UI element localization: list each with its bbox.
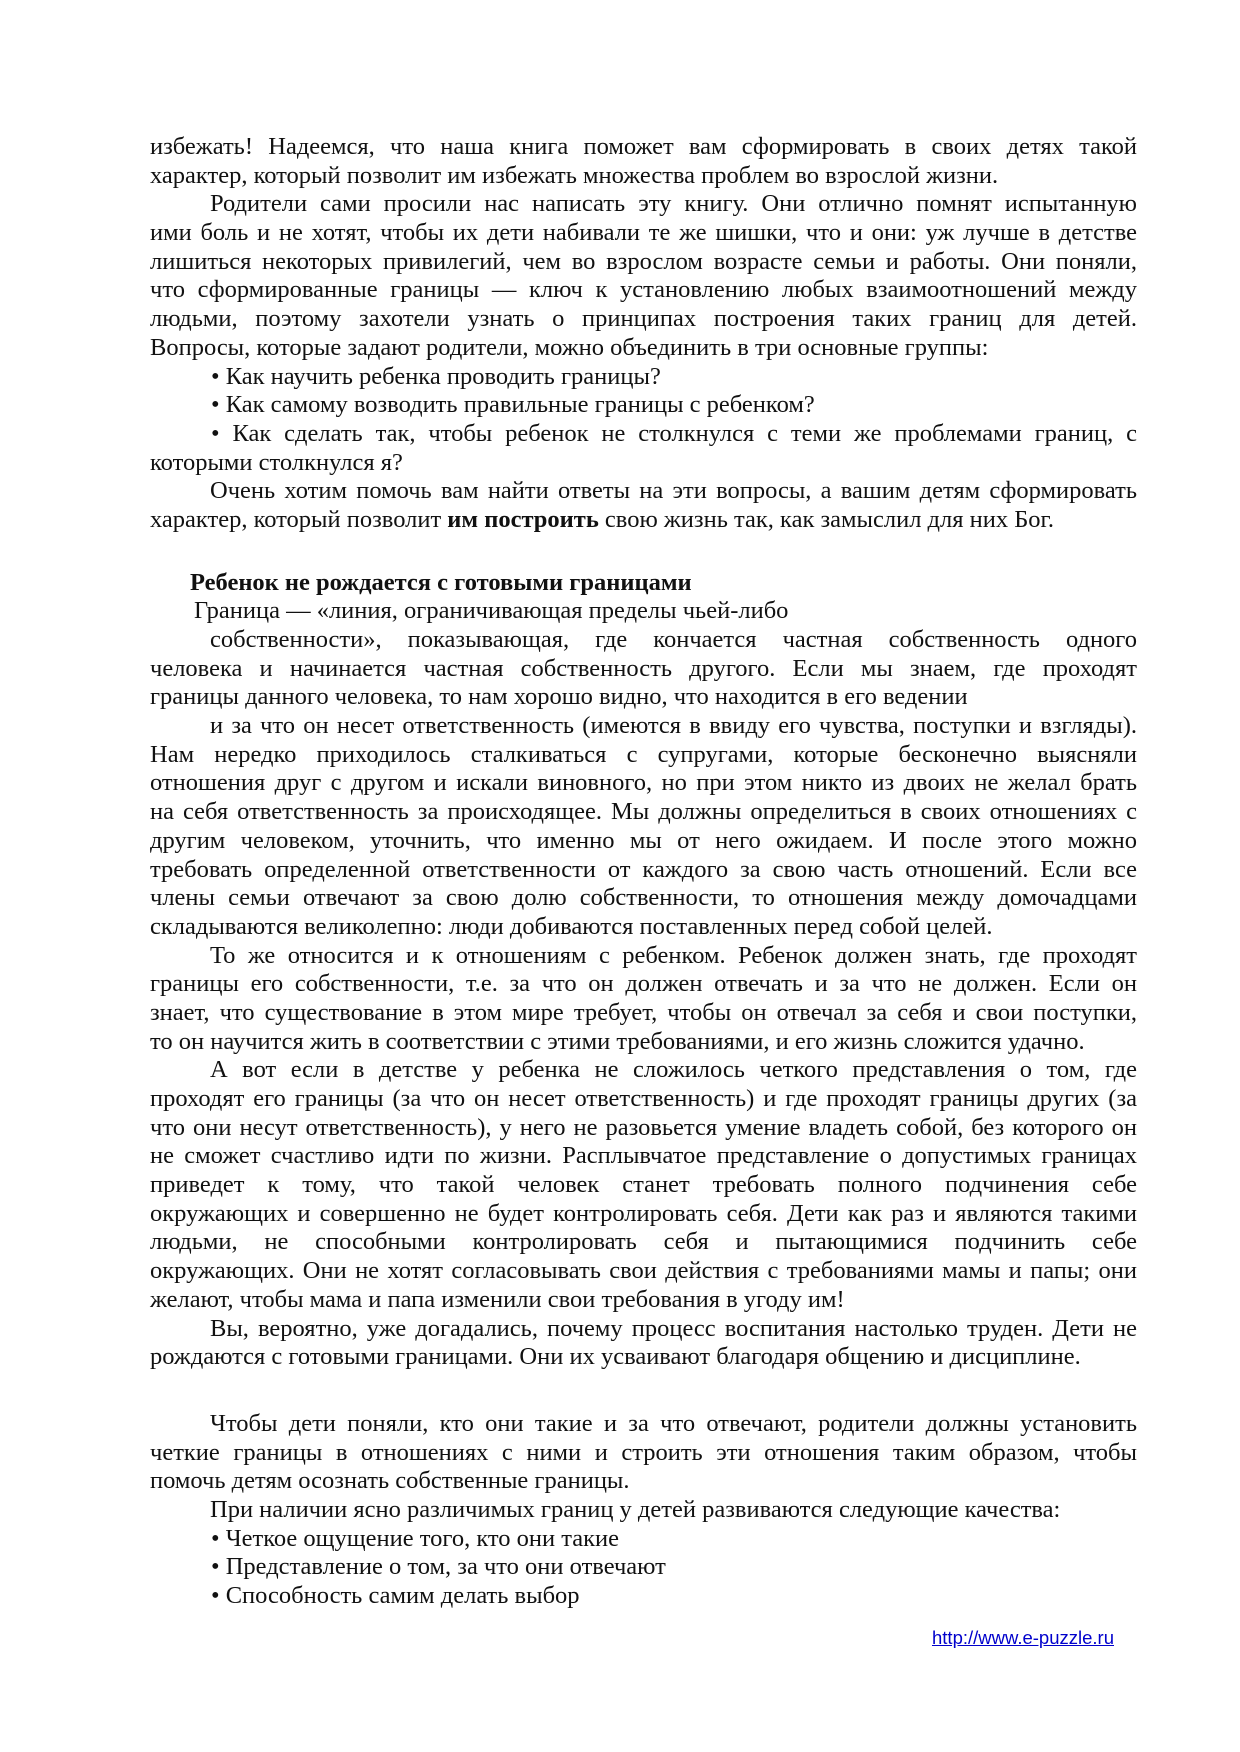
paragraph-line: лишиться некоторых привилегий, чем во взрослом возрасте семьи и работы. Они поняли, (150, 247, 1137, 275)
paragraph-line: Очень хотим помочь вам найти ответы на эти вопросы, а вашим детям сформировать (210, 477, 1137, 505)
paragraph-line: складываются великолепно: люди добиваются поставленных перед собой целей. (150, 912, 993, 940)
paragraph-line: ими боль и не хотят, чтобы их дети набивали те же шишки, что и они: уж лучше в детстве (150, 219, 1137, 247)
paragraph-line: на себя ответственность за происходящее. Мы должны определиться в своих отношениях с (150, 798, 1137, 826)
spacer (150, 1372, 1137, 1410)
paragraph-line: Родители сами просили нас написать эту книгу. Они отлично помнят испытанную (210, 190, 1137, 218)
paragraph-line: Нам нередко приходилось сталкиваться с супругами, которые бесконечно выясняли (150, 740, 1137, 768)
paragraph-line: знает, что существование в этом мире требует, чтобы он отвечал за себя и свои поступки, (150, 998, 1137, 1026)
paragraph-line: Вопросы, которые задают родители, можно объединить в три основные группы: (150, 333, 989, 361)
paragraph-line: границы данного человека, то нам хорошо видно, что находится в его ведении (150, 683, 968, 711)
paragraph-line (150, 506, 1137, 535)
list-item-quality: • Представление о том, за что они отвечают (211, 1553, 666, 1581)
paragraph-line: члены семьи отвечают за свою долю собственности, то отношения между домочадцами (150, 884, 1137, 912)
list-item-question: • Как самому возводить правильные границы с ребенком? (211, 391, 815, 419)
paragraph-line: окружающих. Они не хотят согласовывать свои действия с требованиями мамы и папы; они (150, 1257, 1137, 1285)
paragraph-line: приведет к тому, что такой человек станет требовать полного подчинения себе (150, 1171, 1137, 1199)
section-heading: Ребенок не рождается с готовыми границами (190, 568, 692, 596)
paragraph-line: окружающих и совершенно не будет контролировать себя. Дети как раз и являются такими (150, 1199, 1137, 1227)
list-item-quality: • Четкое ощущение того, кто они такие (211, 1524, 620, 1552)
paragraph-line: собственности», показывающая, где кончается частная собственность одного (210, 626, 1137, 653)
paragraph-line: границы его собственности, т.е. за что он должен отвечать и за что не должен. Если он (150, 970, 1137, 998)
bold-emphasis: им построить (447, 505, 599, 533)
footer-website-link[interactable]: http://www.e-puzzle.ru (932, 1627, 1114, 1648)
paragraph-line: людьми, не способными контролировать себя и пытающимися подчинить себе (150, 1228, 1137, 1256)
paragraph-line: Граница — «линия, ограничивающая пределы чьей-либо (194, 597, 789, 625)
paragraph-line: четкие границы в отношениях с ними и строить эти отношения таким образом, чтобы (150, 1438, 1137, 1466)
paragraph-line: людьми, поэтому захотели узнать о принципах построения таких границ для детей. (150, 305, 1137, 333)
list-item-question: • Как научить ребенка проводить границы? (211, 362, 661, 390)
paragraph-line: не сможет счастливо идти по жизни. Расплывчатое представление о допустимых границах (150, 1142, 1137, 1170)
paragraph-line: отношения друг с другом и искали виновного, но при этом никто из двоих не желал брать (150, 769, 1137, 797)
paragraph-line: то он научится жить в соответствии с этими требованиями, и его жизнь сложится удачно. (150, 1027, 1085, 1055)
paragraph-line: характер, который позволит им избежать множества проблем во взрослой жизни. (150, 161, 999, 189)
paragraph-line: желают, чтобы мама и папа изменили свои требования в угоду им! (150, 1285, 845, 1313)
paragraph-line: А вот если в детстве у ребенка не сложилось четкого представления о том, где (210, 1056, 1137, 1084)
paragraph-line: другим человеком, уточнить, что именно мы от него ожидаем. И после этого можно (150, 826, 1137, 854)
text-span: характер, который позволит (150, 505, 448, 533)
list-item-question-continuation: которыми столкнулся я? (150, 448, 403, 476)
text-span: свою жизнь так, как замыслил для них Бог. (598, 505, 1054, 533)
paragraph-line: требовать определенной ответственности от каждого за свою часть отношений. Если все (150, 855, 1137, 883)
paragraph-line: Вы, вероятно, уже догадались, почему процесс воспитания настолько труден. Дети не (210, 1314, 1137, 1342)
paragraph-line: что они несут ответственность), у него не разовьется умение владеть собой, без которого он (150, 1113, 1137, 1141)
text-column (150, 133, 1137, 1611)
paragraph-line: избежать! Надеемся, что наша книга поможет вам сформировать в своих детях такой (150, 133, 1137, 160)
spacer (150, 535, 1137, 569)
paragraph-line: человека и начинается частная собственность другого. Если мы знаем, где проходят (150, 654, 1137, 682)
paragraph-line: Чтобы дети поняли, кто они такие и за что отвечают, родители должны установить (210, 1409, 1137, 1437)
list-item-question: • Как сделать так, чтобы ребенок не столкнулся с теми же проблемами границ, с (211, 419, 1137, 447)
paragraph-line: помочь детям осознать собственные границы. (150, 1467, 630, 1495)
paragraph-line: То же относится и к отношениям с ребенком. Ребенок должен знать, где проходят (210, 941, 1137, 969)
paragraph-line: рождаются с готовыми границами. Они их усваивают благодаря общению и дисциплине. (150, 1343, 1081, 1371)
paragraph-line: и за что он несет ответственность (имеются в ввиду его чувства, поступки и взгляды). (210, 712, 1137, 740)
paragraph-line: проходят его границы (за что он несет ответственность) и где проходят границы других (за (150, 1085, 1137, 1112)
paragraph-line: При наличии ясно различимых границ у детей развиваются следующие качества: (210, 1495, 1061, 1523)
paragraph-line: что сформированные границы — ключ к установлению любых взаимоотношений между (150, 276, 1137, 304)
list-item-quality: • Способность самим делать выбор (211, 1582, 580, 1609)
